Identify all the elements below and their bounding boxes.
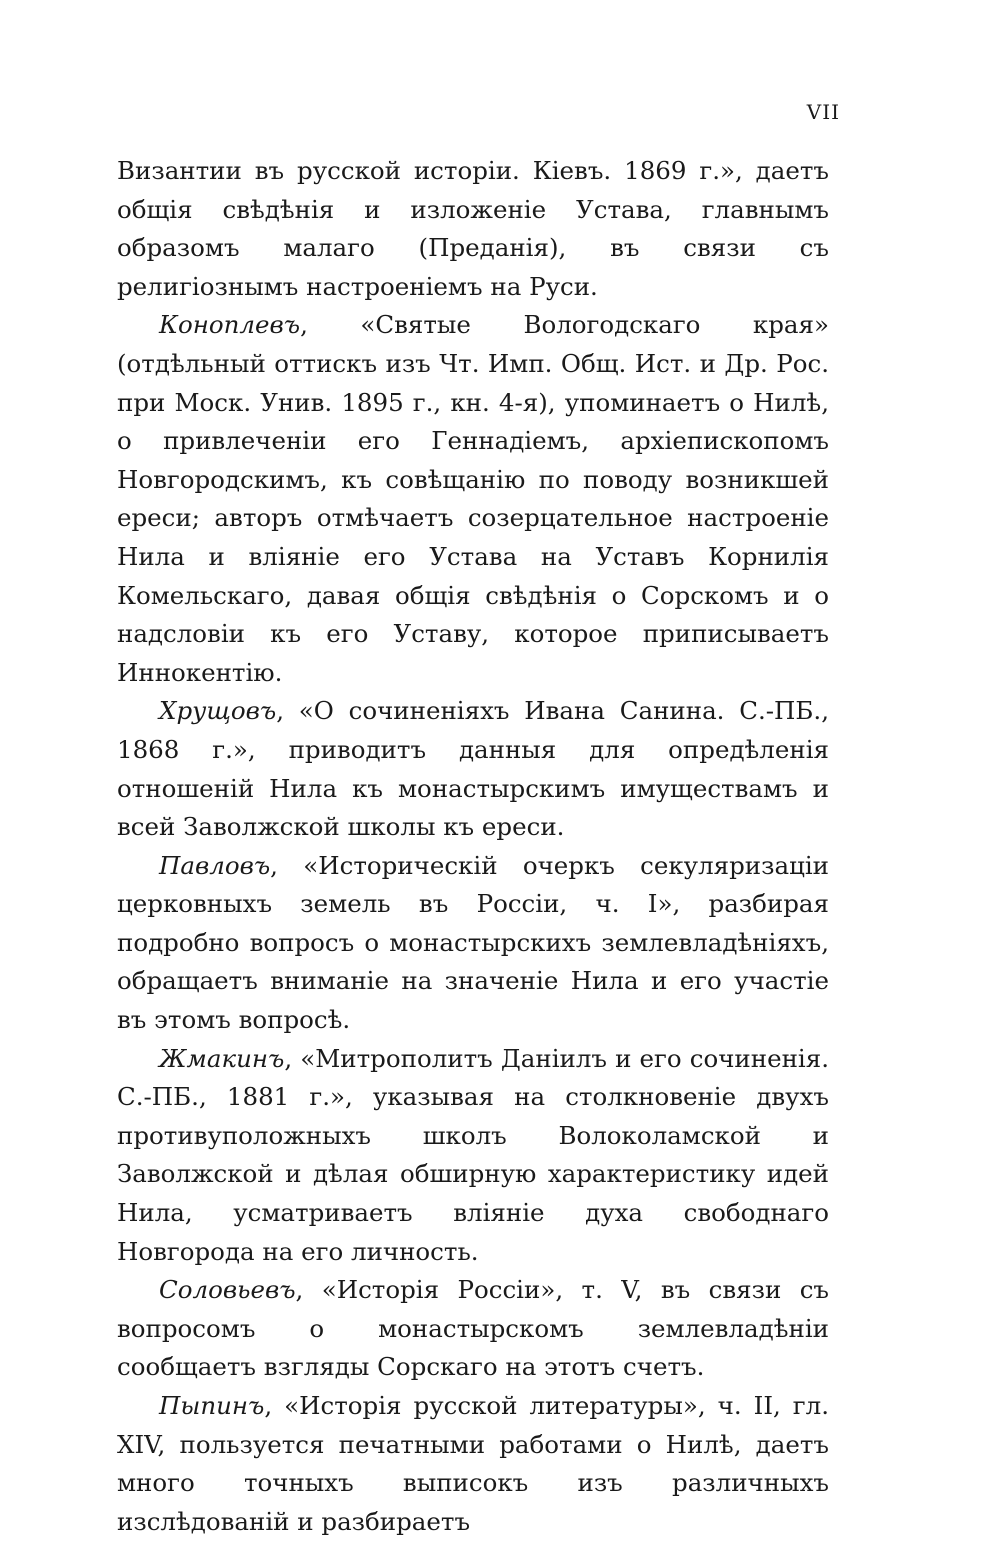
author-name: Соловьевъ [159,1275,296,1305]
paragraph-text: Византии въ русской исторіи. Кіевъ. 1869 г.», даетъ общія свѣдѣнія и изложеніе Устава, главнымъ образомъ малаго (Преданія), въ связи съ религіознымъ настроеніемъ на Руси. [117,156,829,301]
paragraph-khrushchov [117,692,829,846]
paragraph-text: , «Исторія русской литературы», ч. II, гл. XIV, пользуется печатными работами о Нилѣ, даетъ много точныхъ выписокъ изъ различныхъ изслѣдованій и разбираетъ [117,1391,829,1536]
paragraph-text: , «Историческій очеркъ секуляризаціи церковныхъ земель въ Россіи, ч. I», разбирая подробно вопросъ о монастырскихъ землевладѣніяхъ, обращаетъ вниманіе на значеніе Нила и его участіе въ этомъ вопросѣ. [117,850,829,1035]
author-name: Жмакинъ [159,1043,285,1073]
paragraph-zhmakin [117,1040,829,1272]
paragraph-text: , «Святые Вологодскаго края» (отдѣльный оттискъ изъ Чт. Имп. Общ. Ист. и Др. Рос. при Моск. Унив. 1895 г., кн. 4-я), упоминаетъ о Нилѣ, о привлеченіи его Геннадіемъ, архіепископомъ Новгородскимъ, къ совѣщанію по поводу возникшей ереси; авторъ отмѣчаетъ созерцательное настроеніе Нила и вліяніе его Устава на Уставъ Корнилія Комельскаго, давая общія свѣдѣнія о Сорскомъ и о надсловіи къ его Уставу, которое приписываетъ Иннокентію. [117,310,829,687]
author-name: Павловъ [159,850,271,880]
paragraph-solovyev [117,1271,829,1387]
paragraph-text: , «Исторія Россіи», т. V, въ связи съ вопросомъ о монастырскомъ землевладѣніи сообщаетъ взгляды Сорскаго на этотъ счетъ. [117,1275,829,1382]
author-name: Коноплевъ [159,310,301,340]
paragraph-text: , «О сочиненіяхъ Ивана Санина. С.-ПБ., 1868 г.», приводитъ данныя для опредѣленія отношеній Нила къ монастырскимъ имуществамъ и всей Заволжской школы къ ереси. [117,696,829,842]
page-number: VII [806,100,840,124]
author-name: Хрущовъ [159,696,277,726]
author-name: Пыпинъ [159,1391,265,1420]
paragraph-text: , «Митрополитъ Даніилъ и его сочиненія. С.-ПБ., 1881 г.», указывая на столкновеніе двухъ противуположныхъ школъ Волоколамской и Заволжской и дѣлая обширную характеристику идей Нила, усматриваетъ вліяніе духа свободнаго Новгорода на его личность. [117,1043,829,1266]
paragraph-pavlov [117,847,829,1040]
page-body [117,152,829,1541]
paragraph-pypin [117,1387,829,1541]
paragraph-konoplev [117,306,829,692]
paragraph-continuation [117,152,829,306]
